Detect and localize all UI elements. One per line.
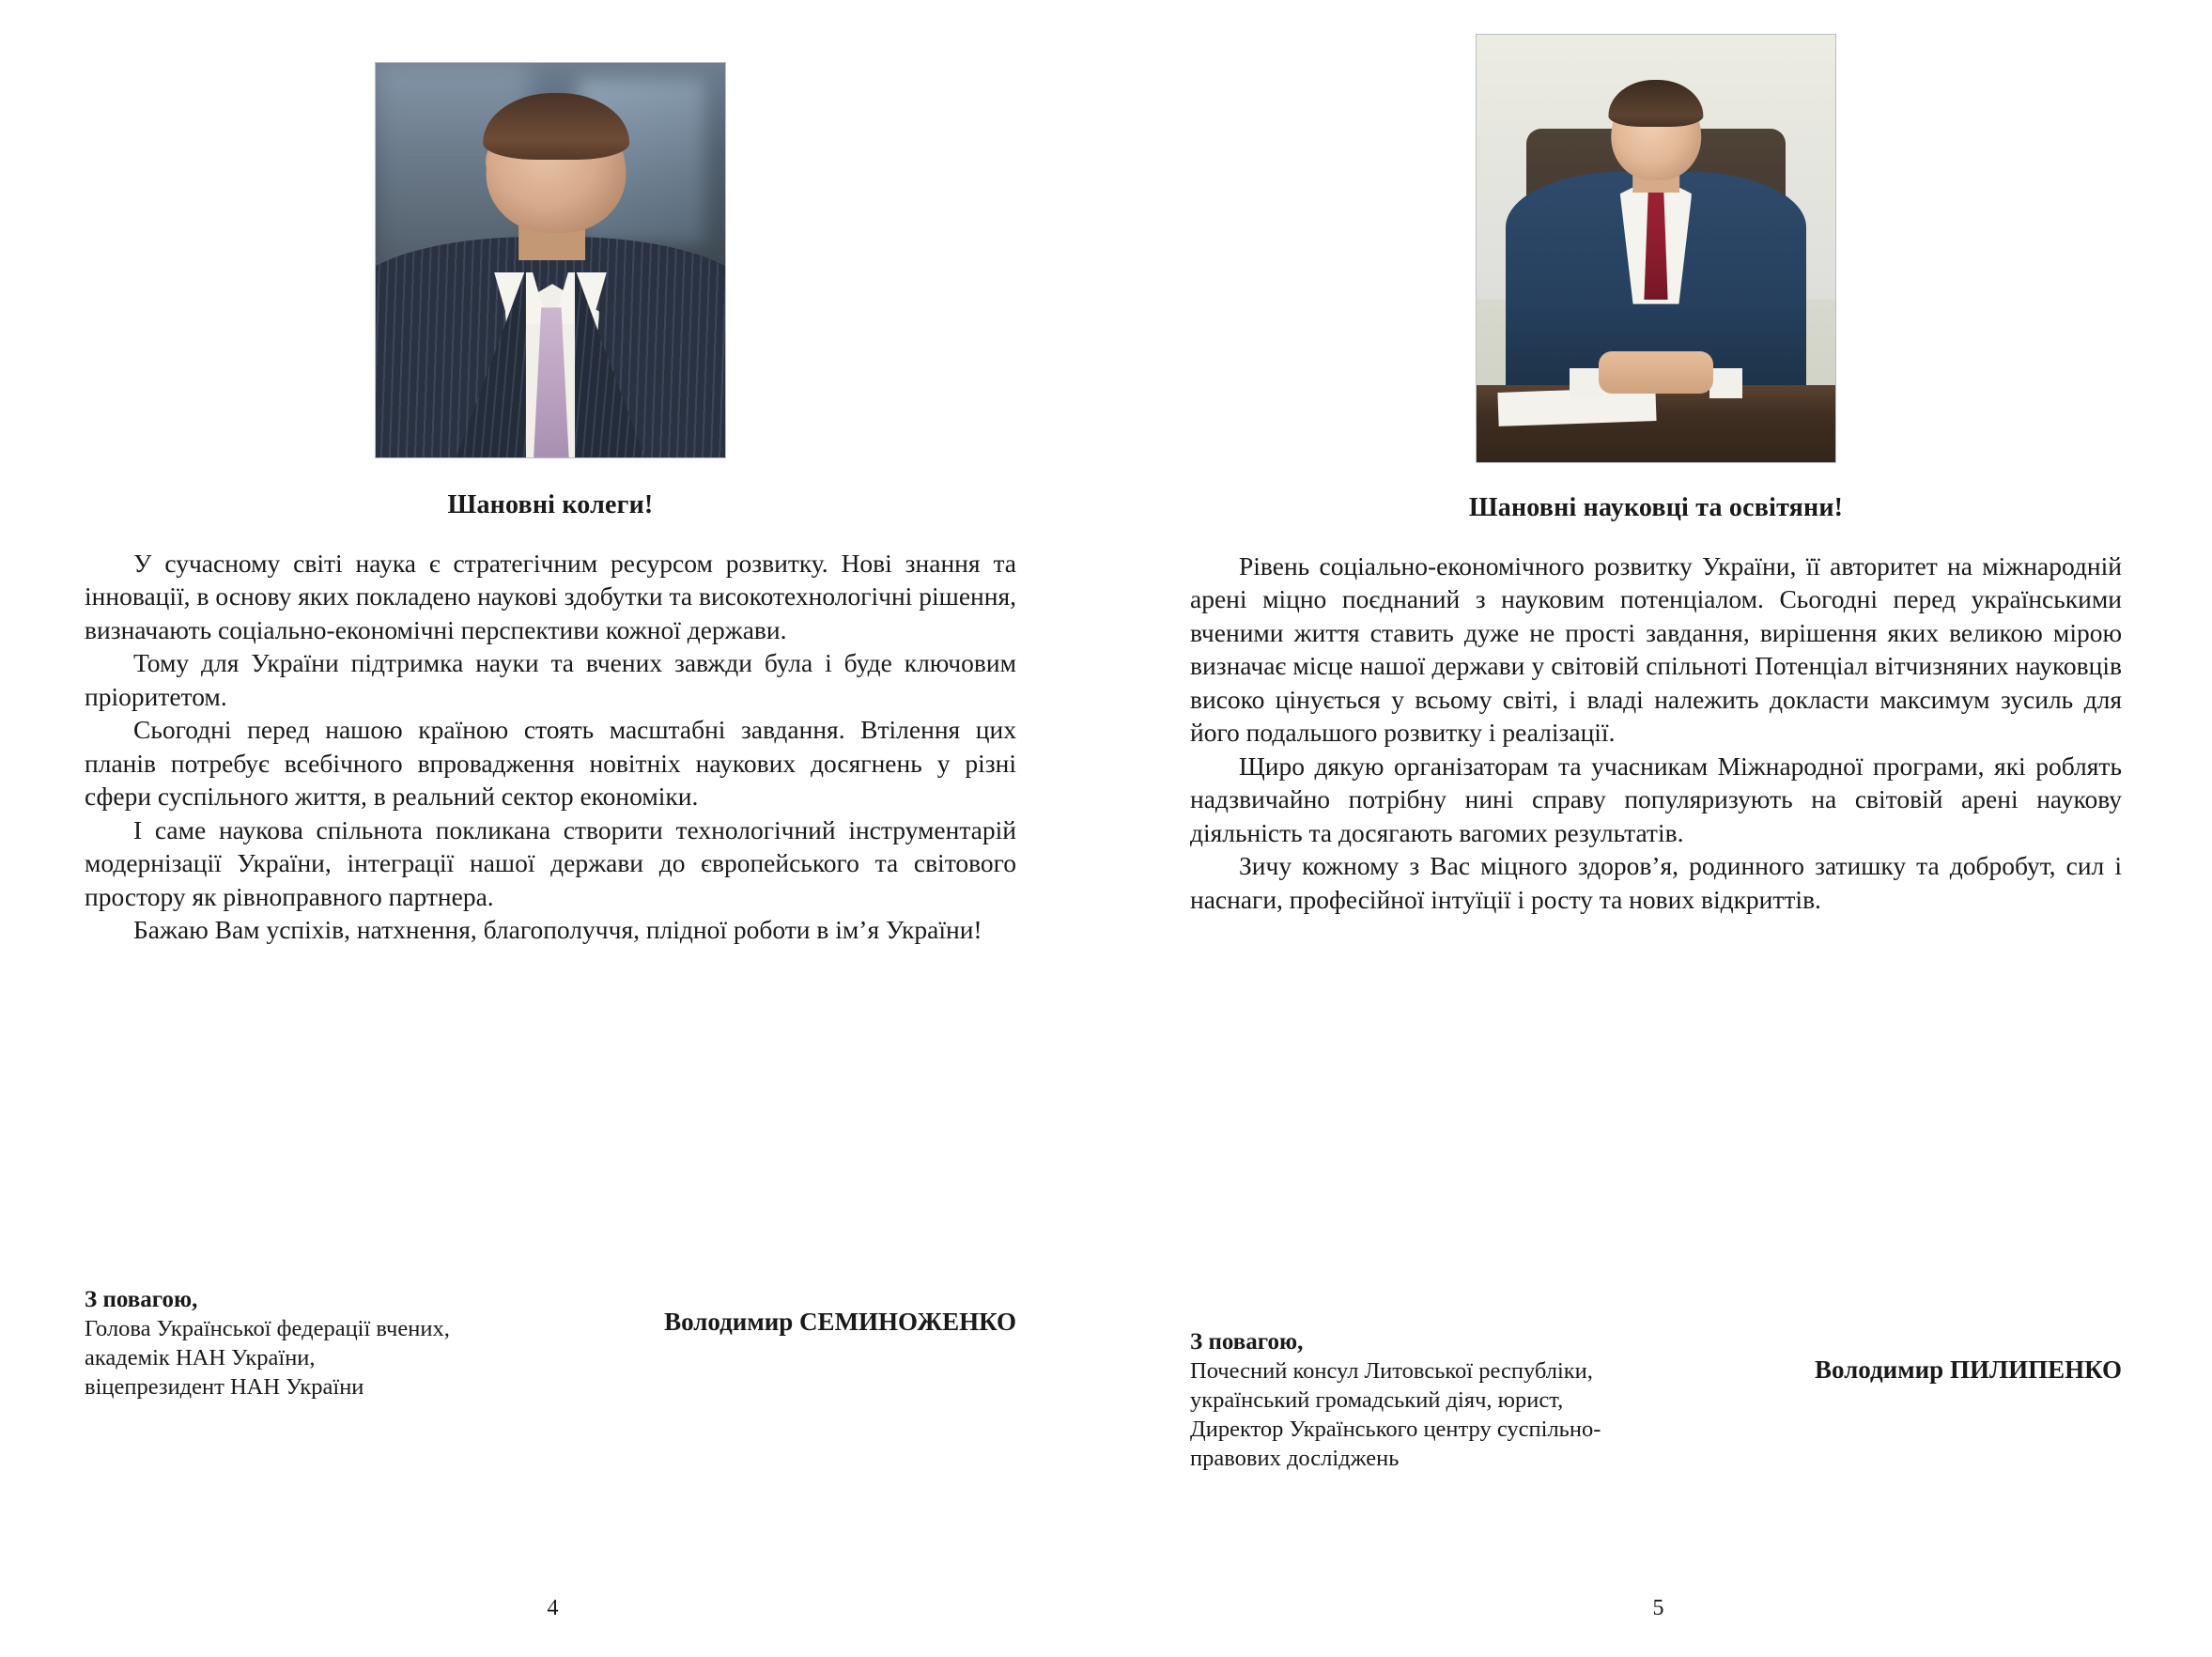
- signature-titles-left: [85, 1287, 450, 1402]
- signature-block-right: [1190, 1329, 2122, 1473]
- portrait-photo-pylypenko: [1476, 34, 1836, 463]
- signature-title-line: віцепрезидент НАН України: [85, 1373, 364, 1400]
- signature-regards: З повагою,: [1190, 1329, 1304, 1355]
- paragraph: Зичу кожному з Вас міцного здоров’я, родинного затишку та добробут, сил і наснаги, професійної інтуїції і росту та нових відкриттів.: [1190, 851, 2122, 914]
- signature-title-line: правових досліджень: [1190, 1445, 1400, 1471]
- signature-title-line: Директор Українського центру суспільно-: [1190, 1416, 1601, 1442]
- paragraph: Тому для України підтримка науки та вчених завжди була і буде ключовим пріоритетом.: [85, 648, 1016, 711]
- portrait-hands: [1599, 351, 1713, 395]
- signature-block-left: [85, 1287, 1016, 1402]
- page-right: [1106, 0, 2211, 1657]
- signature-title-line: Почесний консул Литовської республіки,: [1190, 1358, 1593, 1384]
- portrait-cuff-left: [1570, 368, 1601, 398]
- paragraph: І саме наукова спільнота покликана створити технологічний інструментарій модернізації України, інтеграції нашої держави до європейського та світового простору як рівноправного партнера.: [85, 814, 1016, 911]
- signature-titles-right: [1190, 1329, 1601, 1473]
- paragraph: У сучасному світі наука є стратегічним ресурсом розвитку. Нові знання та інновації, в основу яких покладено наукові здобутки та високотехнологічні рішення, визначають соціально-економічні перспективи кожної держави.: [85, 549, 1016, 644]
- portrait-cuff-right: [1709, 368, 1741, 398]
- portrait-right-wrapper: [1190, 0, 2122, 463]
- greeting-left: Шановні колеги!: [447, 490, 654, 519]
- paragraph: Рівень соціально-економічного розвитку України, її авторитет на міжнародній арені міцно поєднаний з науковим потенціалом. Сьогодні перед українськими вченими життя ставить дуже не прості завдання, вирішення яких великою мірою визначає місце нашої держави у світовій спільноті Потенціал вітчизняних науковців високо цінується у всьому світі, і владі належить докласти максимум зусиль для його подальшого розвитку і реалізації.: [1190, 551, 2122, 748]
- greeting-right: Шановні науковці та освітяни!: [1468, 493, 1844, 522]
- signature-title-line: український громадський діяч, юрист,: [1190, 1386, 1564, 1413]
- signature-title-line: Голова Української федерації вчених,: [85, 1316, 450, 1341]
- portrait-left-wrapper: [85, 0, 1016, 458]
- page-number-left: 4: [547, 1596, 559, 1620]
- signature-regards: З повагою,: [85, 1287, 198, 1312]
- letter-body-left: [85, 547, 1016, 947]
- paragraph: Щиро дякую організаторам та учасникам Міжнародної програми, які роблять надзвичайно потрібну нині справу популяризують на світовій арені наукову діяльність та досягають вагомих результатів.: [1190, 751, 2122, 847]
- signature-title-line: академік НАН України,: [85, 1344, 316, 1371]
- signature-name-right: Володимир ПИЛИПЕНКО: [1815, 1355, 2122, 1384]
- page-number-right: 5: [1652, 1596, 1664, 1620]
- portrait-photo-seminozhenko: [375, 62, 726, 458]
- paragraph: Бажаю Вам успіхів, натхнення, благополуччя, плідної роботи в ім’я України!: [133, 915, 982, 945]
- signature-name-left: Володимир СЕМИНОЖЕНКО: [664, 1308, 1016, 1336]
- paragraph: Сьогодні перед нашою країною стоять масштабні завдання. Втілення цих планів потребує всебічного впровадження новітніх наукових досягнень у різні сфери суспільного життя, в реальний сектор економіки.: [85, 715, 1016, 812]
- letter-body-right: [1190, 550, 2122, 916]
